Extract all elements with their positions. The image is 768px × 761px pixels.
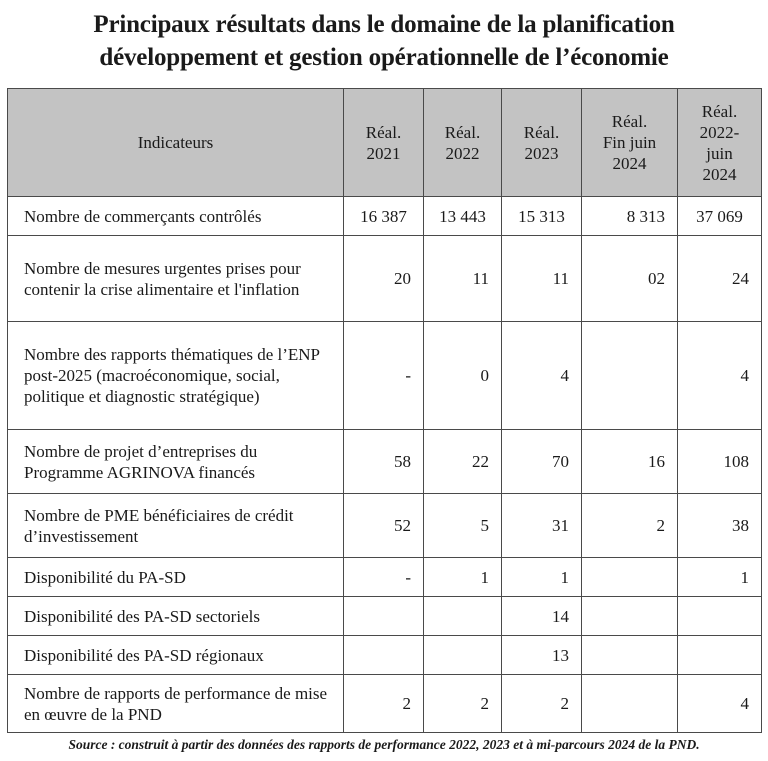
value-cell (582, 597, 678, 636)
table-row (8, 494, 762, 558)
value-cell: 20 (344, 236, 424, 322)
header-2022-juin-2024: Réal. 2022- juin 2024 (678, 89, 762, 197)
value-cell: 16 (582, 430, 678, 494)
value-cell: 70 (502, 430, 582, 494)
value-cell: 1 (424, 558, 502, 597)
value-cell: 15 313 (502, 197, 582, 236)
value-cell (582, 322, 678, 430)
indicator-cell: Nombre de commerçants contrôlés (8, 197, 344, 236)
table-row (8, 430, 762, 494)
value-cell: 31 (502, 494, 582, 558)
value-cell: 5 (424, 494, 502, 558)
table-row (8, 236, 762, 322)
value-cell: 16 387 (344, 197, 424, 236)
value-cell: 4 (678, 322, 762, 430)
value-cell: 4 (502, 322, 582, 430)
value-cell (344, 636, 424, 675)
indicator-cell: Nombre de PME bénéficiaires de crédit d’investissement (8, 494, 344, 558)
source-note: Source : construit à partir des données des rapports de performance 2022, 2023 et à mi-parcours 2024 de la PND. (68, 737, 700, 752)
value-cell: 11 (502, 236, 582, 322)
value-cell: 38 (678, 494, 762, 558)
value-cell: 1 (502, 558, 582, 597)
header-fin-juin-2024: Réal. Fin juin 2024 (582, 89, 678, 197)
table-row (8, 197, 762, 236)
table-row (8, 675, 762, 733)
title-line-2: développement et gestion opérationnelle de l’économie (99, 44, 669, 71)
value-cell: 37 069 (678, 197, 762, 236)
indicator-cell: Disponibilité des PA-SD sectoriels (8, 597, 344, 636)
value-cell (344, 597, 424, 636)
value-cell: 1 (678, 558, 762, 597)
value-cell (678, 597, 762, 636)
results-table (7, 88, 762, 733)
value-cell: 4 (678, 675, 762, 733)
document-title (0, 8, 768, 74)
table-row (8, 558, 762, 597)
header-indicateurs: Indicateurs (8, 89, 344, 197)
indicator-cell: Disponibilité des PA-SD régionaux (8, 636, 344, 675)
value-cell: 14 (502, 597, 582, 636)
indicator-cell: Disponibilité du PA-SD (8, 558, 344, 597)
value-cell: 22 (424, 430, 502, 494)
value-cell: 108 (678, 430, 762, 494)
value-cell: 24 (678, 236, 762, 322)
value-cell: 52 (344, 494, 424, 558)
header-2023: Réal. 2023 (502, 89, 582, 197)
value-cell: - (344, 322, 424, 430)
title-line-1: Principaux résultats dans le domaine de la planification (93, 11, 675, 38)
value-cell: 13 443 (424, 197, 502, 236)
value-cell (424, 636, 502, 675)
value-cell: 02 (582, 236, 678, 322)
value-cell: 13 (502, 636, 582, 675)
header-2022: Réal. 2022 (424, 89, 502, 197)
header-2021: Réal. 2021 (344, 89, 424, 197)
table-row (8, 322, 762, 430)
value-cell: 2 (344, 675, 424, 733)
value-cell (678, 636, 762, 675)
value-cell: 2 (424, 675, 502, 733)
value-cell: 11 (424, 236, 502, 322)
value-cell: - (344, 558, 424, 597)
value-cell (582, 558, 678, 597)
indicator-cell: Nombre de mesures urgentes prises pour contenir la crise alimentaire et l'inflation (8, 236, 344, 322)
value-cell (582, 636, 678, 675)
value-cell: 2 (502, 675, 582, 733)
value-cell: 2 (582, 494, 678, 558)
value-cell: 0 (424, 322, 502, 430)
table-header-row (8, 89, 762, 197)
table-row (8, 597, 762, 636)
indicator-cell: Nombre de projet d’entreprises du Programme AGRINOVA financés (8, 430, 344, 494)
value-cell: 8 313 (582, 197, 678, 236)
value-cell (424, 597, 502, 636)
value-cell: 58 (344, 430, 424, 494)
indicator-cell: Nombre des rapports thématiques de l’ENP post-2025 (macroéconomique, social, politique et diagnostic stratégique) (8, 322, 344, 430)
indicator-cell: Nombre de rapports de performance de mise en œuvre de la PND (8, 675, 344, 733)
table-row (8, 636, 762, 675)
value-cell (582, 675, 678, 733)
